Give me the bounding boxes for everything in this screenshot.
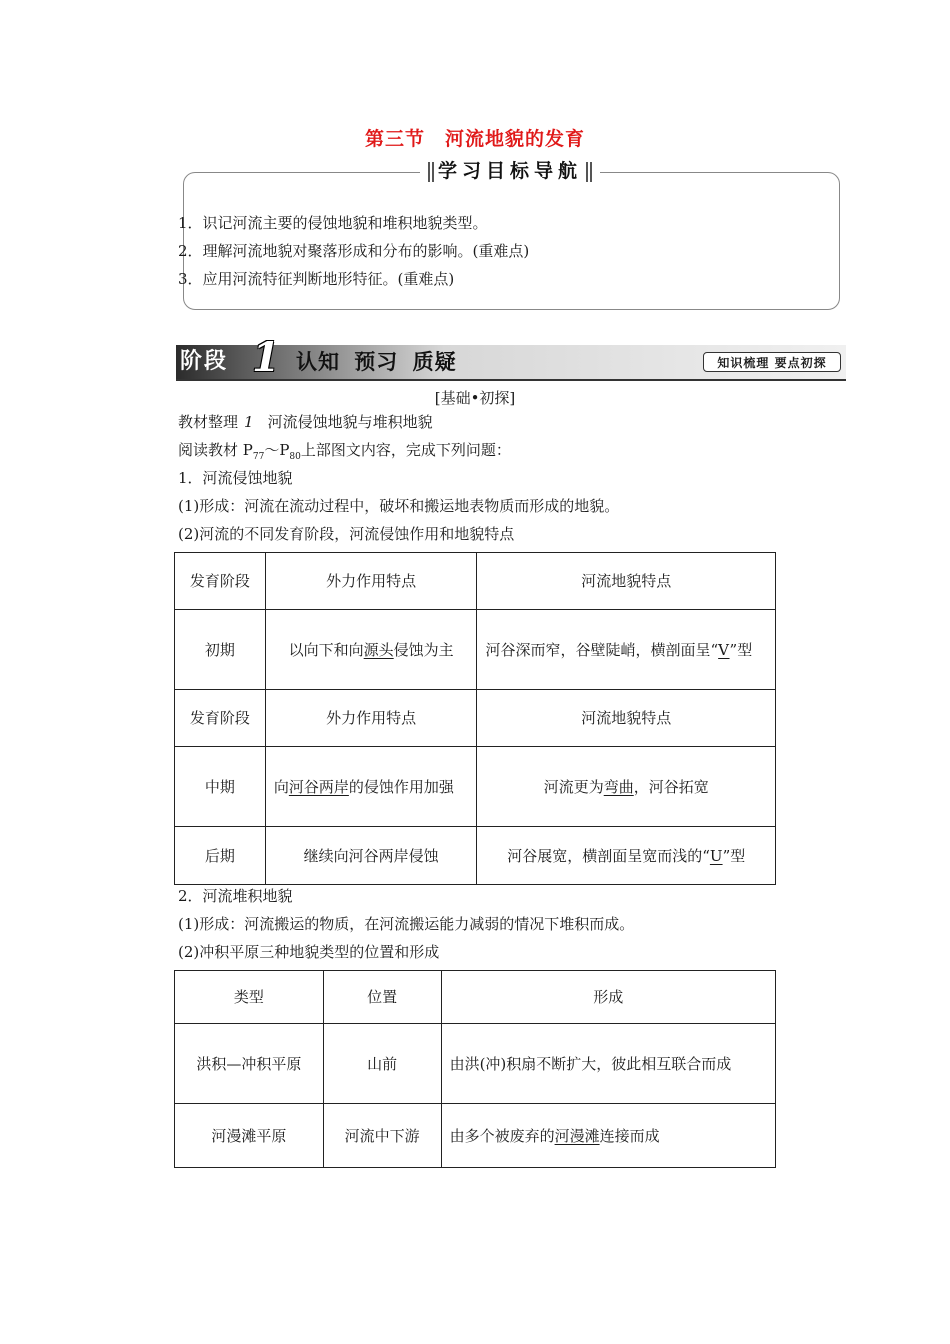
table-header-cell: 发育阶段 xyxy=(175,553,266,610)
text-span: 由多个被废弃的 xyxy=(449,1126,555,1145)
formation-cell xyxy=(441,1024,775,1104)
erosion-formation: (1)形成：河流在流动过程中，破坏和搬运地表物质而形成的地貌。 xyxy=(178,497,620,515)
objective-item-2: 2．理解河流地貌对聚落形成和分布的影响。(重难点) xyxy=(178,242,530,260)
table-row xyxy=(175,690,776,747)
text-span: 侵蚀为主 xyxy=(393,640,454,659)
type-cell: 河漫滩平原 xyxy=(175,1104,324,1168)
table-header-cell: 类型 xyxy=(175,971,324,1024)
table-row xyxy=(175,610,776,690)
text-span: ，河谷拓宽 xyxy=(633,777,709,796)
stage-cell: 后期 xyxy=(175,827,266,885)
table-header-cell: 形成 xyxy=(441,971,775,1024)
feature-cell xyxy=(477,747,776,827)
reading-instruction xyxy=(178,440,511,467)
deposition-formation: (1)形成：河流搬运的物质，在河流搬运能力减弱的情况下堆积而成。 xyxy=(178,915,635,933)
formation-cell xyxy=(441,1104,775,1168)
objectives-box-gap xyxy=(190,200,833,205)
page-title: 第三节 河流地貌的发育 xyxy=(364,128,585,150)
objective-item-3: 3．应用河流特征判断地形特征。(重难点) xyxy=(178,270,455,288)
table-row xyxy=(175,1104,776,1168)
deposition-heading: 2．河流堆积地貌 xyxy=(178,887,293,905)
feature-cell xyxy=(477,827,776,885)
reading-after: 上部图文内容，完成下列问题： xyxy=(300,441,511,459)
stage-cell: 初期 xyxy=(175,610,266,690)
position-cell: 河流中下游 xyxy=(323,1104,441,1168)
table-header-cell: 河流地貌特点 xyxy=(477,690,776,747)
table-row xyxy=(175,747,776,827)
feature-cell xyxy=(477,610,776,690)
underlined-answer: U xyxy=(709,846,723,865)
text-span: 向 xyxy=(273,777,289,796)
objectives-heading-text: 学习目标导航 xyxy=(437,160,582,182)
deposition-types-table xyxy=(174,970,776,1168)
section-label-prefix: 教材整理 xyxy=(178,413,239,431)
reading-page-end: 80 xyxy=(289,452,301,462)
erosion-stages-table xyxy=(174,552,776,885)
section-label xyxy=(178,412,433,432)
heading-left-bar xyxy=(428,162,434,182)
text-span: 由洪(冲)积扇不断扩大，彼此相互联合而成 xyxy=(449,1054,732,1073)
stage-cell: 中期 xyxy=(175,747,266,827)
underlined-answer: V xyxy=(718,640,730,659)
table-row xyxy=(175,553,776,610)
text-span: 的侵蚀作用加强 xyxy=(348,777,454,796)
banner-tag: 知识梳理 要点初探 xyxy=(703,352,841,372)
reading-before: 阅读教材 P xyxy=(178,441,253,459)
position-cell: 山前 xyxy=(323,1024,441,1104)
table-row xyxy=(175,1024,776,1104)
objective-item-1: 1．识记河流主要的侵蚀地貌和堆积地貌类型。 xyxy=(178,214,488,232)
banner-stage-label: 阶段 xyxy=(180,349,229,374)
table-header-cell: 外力作用特点 xyxy=(265,553,477,610)
deposition-types-caption: (2)冲积平原三种地貌类型的位置和形成 xyxy=(178,943,440,961)
table-row xyxy=(175,971,776,1024)
erosion-heading: 1．河流侵蚀地貌 xyxy=(178,469,293,487)
objectives-heading xyxy=(420,156,600,186)
table-header-cell: 位置 xyxy=(323,971,441,1024)
section-label-title: 河流侵蚀地貌与堆积地貌 xyxy=(267,413,433,431)
force-cell xyxy=(265,610,477,690)
table-header-cell: 河流地貌特点 xyxy=(477,553,776,610)
text-span: ”型 xyxy=(729,640,753,659)
table-header-cell: 发育阶段 xyxy=(175,690,266,747)
text-span: 河谷深而窄，谷壁陡峭，横剖面呈“ xyxy=(485,640,719,659)
force-cell: 继续向河谷两岸侵蚀 xyxy=(265,827,477,885)
reading-mid: ～P xyxy=(264,441,290,459)
underlined-answer: 源头 xyxy=(363,640,394,659)
text-span: 连接而成 xyxy=(599,1126,660,1145)
text-span: ”型 xyxy=(722,846,746,865)
erosion-stages-caption: (2)河流的不同发育阶段，河流侵蚀作用和地貌特点 xyxy=(178,525,515,543)
subheading: [基础•初探] xyxy=(434,389,516,407)
text-span: 以向下和向 xyxy=(288,640,364,659)
banner-title: 认知 预习 质疑 xyxy=(296,350,457,374)
banner-stage-number: 1 xyxy=(252,334,280,381)
underlined-answer: 弯曲 xyxy=(603,777,634,796)
heading-right-bar xyxy=(586,162,592,182)
force-cell xyxy=(265,747,477,827)
underlined-answer: 河漫滩 xyxy=(554,1126,600,1145)
section-label-number: 1 xyxy=(244,413,254,431)
table-row xyxy=(175,827,776,885)
text-span: 河谷展宽，横剖面呈宽而浅的“ xyxy=(507,846,710,865)
table-header-cell: 外力作用特点 xyxy=(265,690,477,747)
reading-page-start: 77 xyxy=(252,452,265,462)
text-span: 河流更为 xyxy=(543,777,604,796)
type-cell: 洪积—冲积平原 xyxy=(175,1024,324,1104)
underlined-answer: 河谷两岸 xyxy=(288,777,349,796)
